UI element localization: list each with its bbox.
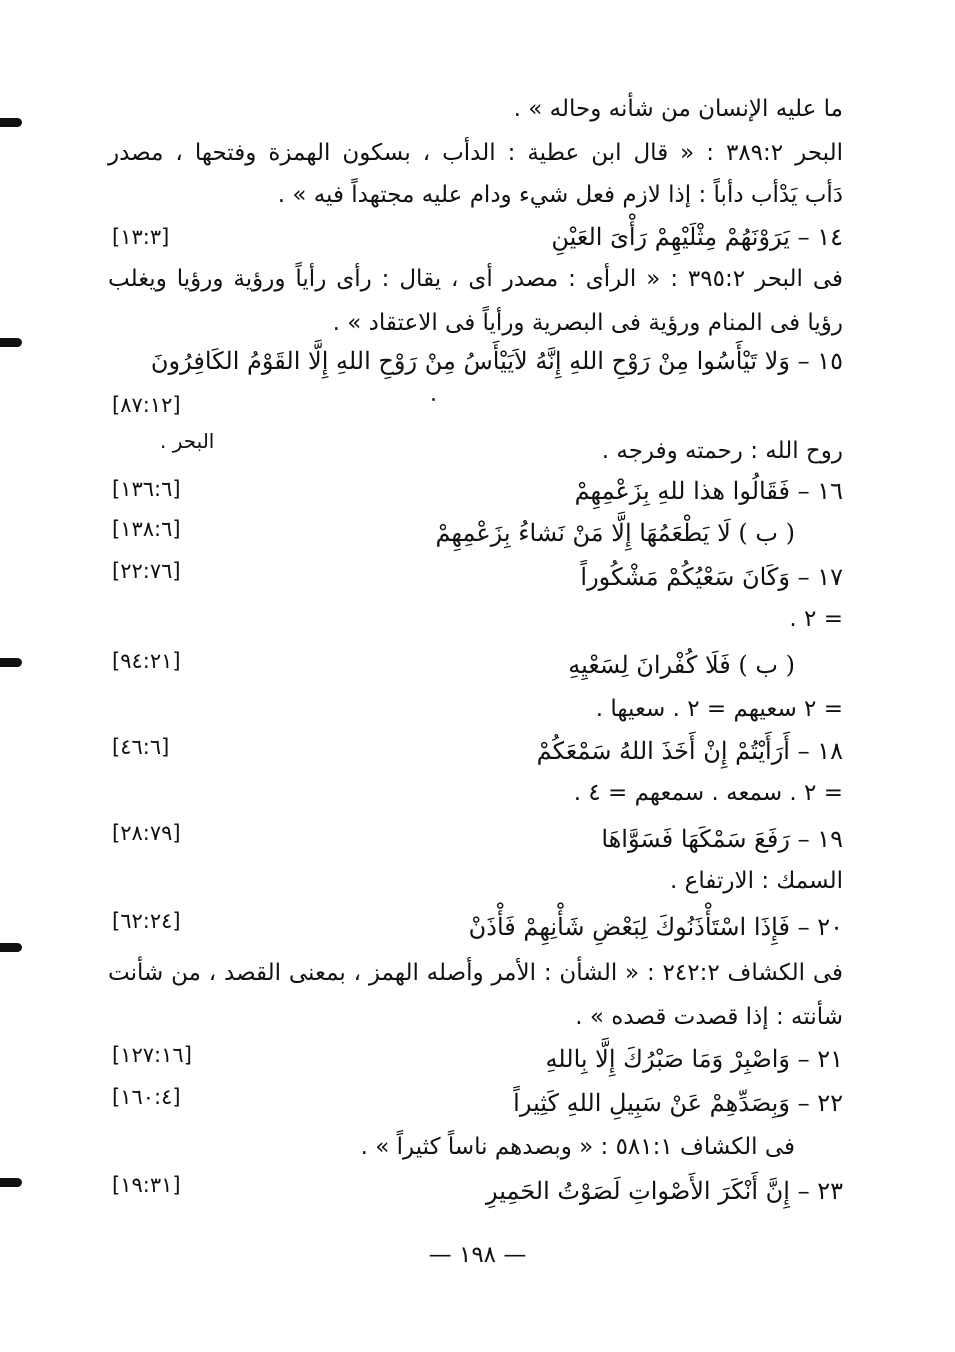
text-line: روح الله : رحمته وفرجه .: [601, 438, 843, 464]
text-line: ما عليه الإنسان من شأنه وحاله » .: [513, 96, 843, 122]
text-line: البحر ٣٨٩:٢ : « قال ابن عطية : الدأب ، بسكون الهمزة وفتحها ، مصدر: [108, 140, 843, 166]
verse-line: ٢١ – وَاصْبِرْ وَمَا صَبْرُكَ إِلَّا بِاللهِ: [545, 1045, 843, 1073]
verse-reference: [٢٢:٧٦]: [112, 559, 181, 583]
verse-reference: [٨٧:١٢]: [112, 393, 181, 417]
verse-reference: [١٣٨:٦]: [112, 517, 181, 541]
verse-line: ٢٣ – إِنَّ أَنْكَرَ الأَصْواتِ لَصَوْتُ الحَمِيرِ: [485, 1177, 843, 1205]
verse-reference: [٤٦:٦]: [112, 735, 170, 759]
source-note: البحر .: [160, 429, 215, 453]
text-line: = ٢ . سمعه . سمعهم = ٤ .: [573, 780, 843, 806]
text-line: رؤيا فى المنام ورؤية فى البصرية ورأياً فى الاعتقاد » .: [332, 310, 843, 336]
verse-line: ٢٠ – فَإِذَا اسْتَأْذَنُوكَ لِبَعْضِ شَأْنِهِمْ فَأْذَنْ: [468, 913, 843, 941]
binding-mark: [0, 943, 22, 952]
text-line: فى الكشاف ٢٤٢:٢ : « الشأن : الأمر وأصله الهمز ، بمعنى القصد ، من شأنت: [108, 960, 843, 986]
binding-mark: [0, 118, 22, 127]
text-line: دَأب يَدْأب دأباً : إذا لازم فعل شيء ودام عليه مجتهداً فيه » .: [277, 182, 843, 208]
ink-dot: [432, 398, 435, 401]
verse-reference: [٢٨:٧٩]: [112, 821, 181, 845]
verse-reference: [١٩:٣١]: [112, 1173, 181, 1197]
text-line: شأنته : إذا قصدت قصده » .: [575, 1004, 843, 1030]
verse-reference: [٦٢:٢٤]: [112, 909, 181, 933]
verse-line: ( ب ) لَا يَطْعَمُهَا إِلَّا مَنْ نَشاءُ بِزَعْمِهِمْ: [435, 519, 795, 547]
text-line: فى البحر ٣٩٥:٢ : « الرأى : مصدر أى ، يقال : رأى رأياً ورؤية ورؤيا ويغلب: [108, 266, 843, 292]
verse-line: ( ب ) فَلَا كُفْرانَ لِسَعْيِهِ: [568, 651, 795, 679]
text-line: السمك : الارتفاع .: [670, 868, 843, 894]
text-line: فى الكشاف ٥٨١:١ : « وبصدهم ناساً كثيراً » .: [360, 1134, 795, 1160]
text-line: = ٢ .: [789, 606, 843, 632]
verse-reference: [١٣٦:٦]: [112, 477, 181, 501]
text-line: = ٢ سعيهم = ٢ . سعيها .: [595, 696, 843, 722]
verse-reference: [١٣:٣]: [112, 225, 170, 249]
verse-line: ٢٢ – وَبِصَدِّهِمْ عَنْ سَبِيلِ اللهِ كَثِيراً: [513, 1089, 843, 1117]
verse-line: ١٦ – فَقَالُوا هذا للهِ بِزَعْمِهِمْ: [574, 477, 843, 505]
binding-mark: [0, 658, 22, 667]
verse-reference: [١٢٧:١٦]: [112, 1043, 192, 1067]
verse-reference: [١٦٠:٤]: [112, 1085, 181, 1109]
binding-mark: [0, 338, 22, 347]
verse-line: ١٤ – يَرَوْنَهُمْ مِثْلَيْهِمْ رَأْىَ العَيْنِ: [551, 223, 843, 251]
verse-line: ١٨ – أَرَأَيْتُمْ إِنْ أَخَذَ اللهُ سَمْعَكُمْ: [536, 737, 843, 765]
verse-reference: [٩٤:٢١]: [112, 649, 181, 673]
page-number: — ١٩٨ —: [428, 1242, 527, 1268]
binding-mark: [0, 1178, 22, 1187]
verse-line: ١٧ – وَكَانَ سَعْيُكُمْ مَشْكُوراً: [580, 563, 843, 591]
verse-line: ١٩ – رَفَعَ سَمْكَهَا فَسَوَّاهَا: [601, 825, 843, 853]
verse-line: ١٥ – وَلا تَيْأَسُوا مِنْ رَوْحِ اللهِ إِنَّهُ لاَيَيْأَسُ مِنْ رَوْحِ اللهِ إِلَّا القَوْمُ الكَافِرُونَ: [150, 347, 843, 375]
